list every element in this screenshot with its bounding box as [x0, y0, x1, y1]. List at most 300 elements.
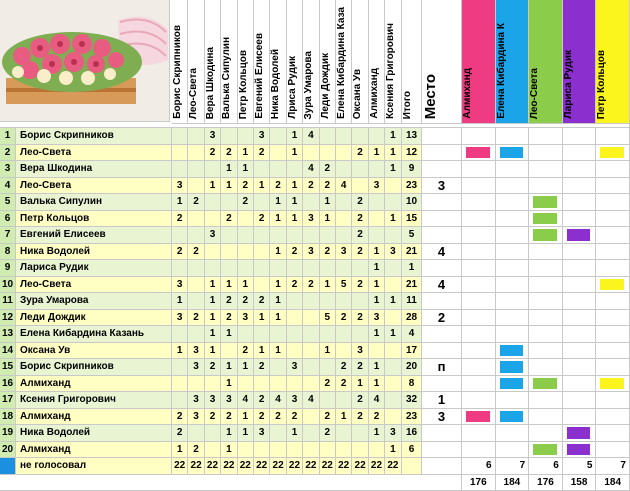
candidate-mark-cell[interactable]	[563, 293, 597, 310]
vote-cell[interactable]	[238, 326, 254, 343]
not-voted-label[interactable]: не голосовал	[16, 458, 172, 475]
vote-cell[interactable]	[336, 260, 352, 277]
vote-cell[interactable]: 3	[352, 343, 368, 360]
vote-cell[interactable]: 1	[221, 376, 237, 393]
vote-cell[interactable]	[303, 293, 319, 310]
score-sum-cell[interactable]: 184	[596, 475, 630, 491]
column-header-voter[interactable]	[254, 0, 270, 124]
mark-count-cell[interactable]: 6	[462, 458, 496, 475]
vote-cell[interactable]	[254, 227, 270, 244]
vote-cell[interactable]	[385, 359, 401, 376]
vote-cell[interactable]: 1	[254, 343, 270, 360]
vote-cell[interactable]	[205, 425, 221, 442]
vote-cell[interactable]: 1	[238, 277, 254, 294]
vote-cell[interactable]	[270, 161, 286, 178]
vote-cell[interactable]: 4	[303, 128, 319, 145]
vote-cell[interactable]	[172, 376, 188, 393]
place-cell[interactable]: 1	[422, 392, 462, 409]
vote-cell[interactable]	[320, 293, 336, 310]
not-voted-cell[interactable]: 22	[336, 458, 352, 475]
vote-cell[interactable]	[303, 227, 319, 244]
vote-cell[interactable]: 1	[254, 178, 270, 195]
place-cell[interactable]	[422, 161, 462, 178]
vote-cell[interactable]: 2	[303, 277, 319, 294]
candidate-mark-cell[interactable]	[596, 244, 630, 261]
place-cell[interactable]: 2	[422, 310, 462, 327]
vote-cell[interactable]: 1	[221, 359, 237, 376]
vote-cell[interactable]	[336, 128, 352, 145]
vote-cell[interactable]: 1	[221, 326, 237, 343]
candidate-mark-cell[interactable]	[462, 343, 496, 360]
entry-name[interactable]: Оксана Ув	[16, 343, 172, 360]
total-cell[interactable]: 32	[402, 392, 422, 409]
vote-cell[interactable]: 3	[188, 409, 204, 426]
vote-cell[interactable]: 1	[205, 343, 221, 360]
entry-name[interactable]: Лариса Рудик	[16, 260, 172, 277]
vote-cell[interactable]: 3	[172, 277, 188, 294]
candidate-mark-cell[interactable]	[563, 343, 597, 360]
not-voted-cell[interactable]: 22	[385, 458, 401, 475]
vote-cell[interactable]	[254, 376, 270, 393]
vote-cell[interactable]	[303, 376, 319, 393]
vote-cell[interactable]: 1	[238, 409, 254, 426]
vote-cell[interactable]: 2	[336, 359, 352, 376]
not-voted-cell[interactable]: 22	[188, 458, 204, 475]
total-cell[interactable]: 17	[402, 343, 422, 360]
column-header-voter[interactable]	[320, 0, 336, 124]
vote-cell[interactable]	[254, 244, 270, 261]
vote-cell[interactable]: 1	[205, 310, 221, 327]
candidate-mark-cell[interactable]	[596, 293, 630, 310]
place-cell[interactable]: 4	[422, 244, 462, 261]
candidate-mark-cell[interactable]	[596, 442, 630, 459]
vote-cell[interactable]: 2	[352, 227, 368, 244]
candidate-mark-cell[interactable]	[496, 161, 530, 178]
total-cell[interactable]: 23	[402, 178, 422, 195]
place-cell[interactable]	[422, 211, 462, 228]
vote-cell[interactable]: 1	[287, 425, 303, 442]
vote-cell[interactable]: 1	[287, 211, 303, 228]
entry-name[interactable]: Зура Умарова	[16, 293, 172, 310]
vote-cell[interactable]: 1	[270, 211, 286, 228]
vote-cell[interactable]: 1	[385, 326, 401, 343]
entry-name[interactable]: Вера Шкодина	[16, 161, 172, 178]
vote-cell[interactable]: 2	[172, 409, 188, 426]
candidate-mark-cell[interactable]	[563, 178, 597, 195]
total-cell[interactable]: 20	[402, 359, 422, 376]
candidate-mark-cell[interactable]	[529, 442, 563, 459]
candidate-mark-cell[interactable]	[563, 128, 597, 145]
vote-cell[interactable]: 4	[369, 392, 385, 409]
total-cell[interactable]: 23	[402, 409, 422, 426]
vote-cell[interactable]: 1	[385, 293, 401, 310]
total-cell[interactable]: 6	[402, 442, 422, 459]
place-cell[interactable]	[422, 425, 462, 442]
candidate-mark-cell[interactable]	[596, 178, 630, 195]
column-header-place[interactable]	[422, 0, 462, 124]
vote-cell[interactable]	[205, 161, 221, 178]
vote-cell[interactable]: 1	[385, 442, 401, 459]
score-sum-cell[interactable]: 158	[563, 475, 597, 491]
candidate-mark-cell[interactable]	[462, 145, 496, 162]
vote-cell[interactable]: 3	[205, 128, 221, 145]
vote-cell[interactable]: 1	[369, 260, 385, 277]
column-header-voter[interactable]	[287, 0, 303, 124]
place-cell[interactable]	[422, 376, 462, 393]
candidate-mark-cell[interactable]	[462, 442, 496, 459]
total-cell[interactable]: 9	[402, 161, 422, 178]
mark-count-cell[interactable]: 7	[496, 458, 530, 475]
candidate-mark-cell[interactable]	[563, 376, 597, 393]
not-voted-cell[interactable]: 22	[303, 458, 319, 475]
place-cell[interactable]	[422, 194, 462, 211]
vote-cell[interactable]	[336, 161, 352, 178]
vote-cell[interactable]: 2	[352, 211, 368, 228]
vote-cell[interactable]: 3	[172, 310, 188, 327]
column-header-voter[interactable]	[188, 0, 204, 124]
candidate-mark-cell[interactable]	[462, 376, 496, 393]
candidate-mark-cell[interactable]	[563, 211, 597, 228]
vote-cell[interactable]	[385, 376, 401, 393]
vote-cell[interactable]: 1	[270, 194, 286, 211]
vote-cell[interactable]: 1	[270, 293, 286, 310]
vote-cell[interactable]	[320, 326, 336, 343]
candidate-mark-cell[interactable]	[462, 293, 496, 310]
candidate-mark-cell[interactable]	[596, 376, 630, 393]
vote-cell[interactable]	[188, 326, 204, 343]
vote-cell[interactable]	[336, 211, 352, 228]
column-header-candidate[interactable]	[462, 0, 496, 124]
place-cell[interactable]	[422, 293, 462, 310]
vote-cell[interactable]	[303, 194, 319, 211]
vote-cell[interactable]	[303, 359, 319, 376]
score-sum-cell[interactable]: 176	[462, 475, 496, 491]
vote-cell[interactable]: 2	[172, 244, 188, 261]
candidate-mark-cell[interactable]	[563, 425, 597, 442]
column-header-voter[interactable]	[221, 0, 237, 124]
vote-cell[interactable]	[188, 425, 204, 442]
vote-cell[interactable]	[287, 310, 303, 327]
vote-cell[interactable]	[205, 376, 221, 393]
candidate-mark-cell[interactable]	[496, 211, 530, 228]
candidate-mark-cell[interactable]	[496, 343, 530, 360]
vote-cell[interactable]: 2	[238, 194, 254, 211]
place-cell[interactable]	[422, 227, 462, 244]
vote-cell[interactable]: 1	[369, 293, 385, 310]
vote-cell[interactable]: 1	[385, 161, 401, 178]
total-cell[interactable]: 10	[402, 194, 422, 211]
candidate-mark-cell[interactable]	[529, 227, 563, 244]
vote-cell[interactable]: 3	[172, 178, 188, 195]
vote-cell[interactable]: 2	[188, 244, 204, 261]
vote-cell[interactable]	[320, 227, 336, 244]
candidate-mark-cell[interactable]	[529, 244, 563, 261]
vote-cell[interactable]: 2	[254, 211, 270, 228]
candidate-mark-cell[interactable]	[563, 409, 597, 426]
vote-cell[interactable]	[221, 260, 237, 277]
candidate-mark-cell[interactable]	[462, 277, 496, 294]
entry-name[interactable]: Лео-Света	[16, 178, 172, 195]
place-cell[interactable]: п	[422, 359, 462, 376]
candidate-mark-cell[interactable]	[462, 425, 496, 442]
vote-cell[interactable]	[205, 260, 221, 277]
vote-cell[interactable]	[369, 227, 385, 244]
vote-cell[interactable]	[254, 326, 270, 343]
vote-cell[interactable]: 2	[369, 409, 385, 426]
vote-cell[interactable]	[385, 227, 401, 244]
vote-cell[interactable]: 1	[336, 409, 352, 426]
score-sum-cell[interactable]: 176	[529, 475, 563, 491]
vote-cell[interactable]	[336, 343, 352, 360]
candidate-mark-cell[interactable]	[563, 194, 597, 211]
vote-cell[interactable]	[336, 293, 352, 310]
vote-cell[interactable]	[172, 145, 188, 162]
vote-cell[interactable]: 1	[172, 442, 188, 459]
vote-cell[interactable]	[172, 260, 188, 277]
candidate-mark-cell[interactable]	[496, 376, 530, 393]
vote-cell[interactable]: 4	[270, 392, 286, 409]
vote-cell[interactable]: 2	[188, 442, 204, 459]
entry-name[interactable]: Лео-Света	[16, 277, 172, 294]
column-header-voter[interactable]	[369, 0, 385, 124]
vote-cell[interactable]: 2	[336, 376, 352, 393]
candidate-mark-cell[interactable]	[529, 145, 563, 162]
vote-cell[interactable]: 2	[320, 409, 336, 426]
total-cell[interactable]: 5	[402, 227, 422, 244]
entry-name[interactable]: Евгений Елисеев	[16, 227, 172, 244]
vote-cell[interactable]: 3	[369, 178, 385, 195]
vote-cell[interactable]: 2	[221, 145, 237, 162]
candidate-mark-cell[interactable]	[596, 161, 630, 178]
entry-name[interactable]: Борис Скрипников	[16, 128, 172, 145]
vote-cell[interactable]: 3	[254, 128, 270, 145]
vote-cell[interactable]	[320, 359, 336, 376]
entry-name[interactable]: Ника Водолей	[16, 244, 172, 261]
entry-name[interactable]: Алмиханд	[16, 376, 172, 393]
candidate-mark-cell[interactable]	[563, 145, 597, 162]
vote-cell[interactable]: 2	[287, 409, 303, 426]
candidate-mark-cell[interactable]	[496, 409, 530, 426]
column-header-total[interactable]	[402, 0, 422, 124]
vote-cell[interactable]	[270, 260, 286, 277]
vote-cell[interactable]: 4	[303, 161, 319, 178]
vote-cell[interactable]	[287, 326, 303, 343]
vote-cell[interactable]: 1	[221, 425, 237, 442]
vote-cell[interactable]: 1	[238, 359, 254, 376]
candidate-mark-cell[interactable]	[529, 326, 563, 343]
candidate-mark-cell[interactable]	[496, 392, 530, 409]
not-voted-cell[interactable]: 22	[238, 458, 254, 475]
candidate-mark-cell[interactable]	[596, 277, 630, 294]
vote-cell[interactable]	[369, 442, 385, 459]
vote-cell[interactable]: 1	[221, 161, 237, 178]
vote-cell[interactable]: 1	[320, 194, 336, 211]
vote-cell[interactable]	[270, 145, 286, 162]
total-cell[interactable]: 1	[402, 260, 422, 277]
vote-cell[interactable]	[287, 260, 303, 277]
vote-cell[interactable]: 5	[320, 310, 336, 327]
candidate-mark-cell[interactable]	[596, 326, 630, 343]
vote-cell[interactable]	[385, 178, 401, 195]
vote-cell[interactable]	[270, 326, 286, 343]
vote-cell[interactable]	[205, 194, 221, 211]
column-header-candidate[interactable]	[563, 0, 597, 124]
vote-cell[interactable]: 2	[254, 392, 270, 409]
candidate-mark-cell[interactable]	[596, 194, 630, 211]
candidate-mark-cell[interactable]	[563, 326, 597, 343]
vote-cell[interactable]: 4	[238, 392, 254, 409]
vote-cell[interactable]: 2	[238, 343, 254, 360]
candidate-mark-cell[interactable]	[462, 359, 496, 376]
vote-cell[interactable]: 1	[205, 293, 221, 310]
place-cell[interactable]	[422, 343, 462, 360]
vote-cell[interactable]: 2	[352, 194, 368, 211]
candidate-mark-cell[interactable]	[462, 310, 496, 327]
vote-cell[interactable]	[172, 326, 188, 343]
vote-cell[interactable]: 1	[270, 244, 286, 261]
vote-cell[interactable]: 2	[270, 178, 286, 195]
candidate-mark-cell[interactable]	[596, 227, 630, 244]
vote-cell[interactable]: 1	[369, 244, 385, 261]
vote-cell[interactable]	[303, 442, 319, 459]
vote-cell[interactable]	[303, 343, 319, 360]
candidate-mark-cell[interactable]	[596, 211, 630, 228]
candidate-mark-cell[interactable]	[596, 145, 630, 162]
vote-cell[interactable]	[254, 277, 270, 294]
vote-cell[interactable]	[205, 244, 221, 261]
vote-cell[interactable]	[172, 227, 188, 244]
vote-cell[interactable]: 2	[221, 409, 237, 426]
place-cell[interactable]: 3	[422, 409, 462, 426]
candidate-mark-cell[interactable]	[563, 277, 597, 294]
vote-cell[interactable]	[369, 161, 385, 178]
entry-name[interactable]: Алмиханд	[16, 409, 172, 426]
vote-cell[interactable]: 2	[270, 409, 286, 426]
candidate-mark-cell[interactable]	[596, 425, 630, 442]
vote-cell[interactable]: 2	[352, 359, 368, 376]
vote-cell[interactable]: 2	[188, 194, 204, 211]
not-voted-cell[interactable]: 22	[254, 458, 270, 475]
vote-cell[interactable]: 1	[238, 425, 254, 442]
place-cell[interactable]: 3	[422, 178, 462, 195]
vote-cell[interactable]	[320, 145, 336, 162]
column-header-voter[interactable]	[303, 0, 319, 124]
vote-cell[interactable]	[221, 194, 237, 211]
column-header-voter[interactable]	[336, 0, 352, 124]
place-cell[interactable]	[422, 145, 462, 162]
vote-cell[interactable]: 1	[172, 343, 188, 360]
candidate-mark-cell[interactable]	[596, 392, 630, 409]
candidate-mark-cell[interactable]	[529, 128, 563, 145]
vote-cell[interactable]	[238, 227, 254, 244]
vote-cell[interactable]	[188, 293, 204, 310]
footer-place-cell[interactable]	[422, 458, 462, 475]
vote-cell[interactable]	[238, 244, 254, 261]
total-cell[interactable]: 4	[402, 326, 422, 343]
vote-cell[interactable]	[385, 392, 401, 409]
vote-cell[interactable]: 3	[336, 244, 352, 261]
vote-cell[interactable]: 3	[287, 392, 303, 409]
column-header-candidate[interactable]	[596, 0, 630, 124]
vote-cell[interactable]	[336, 392, 352, 409]
column-header-voter[interactable]	[270, 0, 286, 124]
vote-cell[interactable]	[188, 211, 204, 228]
vote-cell[interactable]	[352, 326, 368, 343]
candidate-mark-cell[interactable]	[596, 343, 630, 360]
vote-cell[interactable]	[369, 211, 385, 228]
vote-cell[interactable]	[172, 128, 188, 145]
vote-cell[interactable]: 2	[205, 359, 221, 376]
candidate-mark-cell[interactable]	[563, 442, 597, 459]
total-cell[interactable]: 15	[402, 211, 422, 228]
vote-cell[interactable]: 1	[254, 310, 270, 327]
vote-cell[interactable]	[303, 409, 319, 426]
vote-cell[interactable]	[336, 425, 352, 442]
vote-cell[interactable]	[254, 161, 270, 178]
candidate-mark-cell[interactable]	[462, 244, 496, 261]
candidate-mark-cell[interactable]	[496, 277, 530, 294]
candidate-mark-cell[interactable]	[462, 392, 496, 409]
vote-cell[interactable]: 1	[205, 326, 221, 343]
candidate-mark-cell[interactable]	[496, 310, 530, 327]
vote-cell[interactable]: 1	[172, 293, 188, 310]
vote-cell[interactable]	[238, 128, 254, 145]
vote-cell[interactable]	[369, 194, 385, 211]
vote-cell[interactable]	[320, 260, 336, 277]
vote-cell[interactable]	[221, 227, 237, 244]
vote-cell[interactable]: 1	[385, 128, 401, 145]
vote-cell[interactable]: 2	[303, 178, 319, 195]
vote-cell[interactable]	[188, 260, 204, 277]
vote-cell[interactable]: 2	[188, 310, 204, 327]
vote-cell[interactable]: 2	[172, 211, 188, 228]
vote-cell[interactable]	[270, 128, 286, 145]
candidate-mark-cell[interactable]	[462, 161, 496, 178]
vote-cell[interactable]: 3	[238, 310, 254, 327]
vote-cell[interactable]: 3	[369, 310, 385, 327]
vote-cell[interactable]: 1	[352, 376, 368, 393]
candidate-mark-cell[interactable]	[529, 178, 563, 195]
footer-total-cell[interactable]	[402, 458, 422, 475]
candidate-mark-cell[interactable]	[496, 359, 530, 376]
vote-cell[interactable]: 2	[205, 145, 221, 162]
vote-cell[interactable]	[172, 359, 188, 376]
vote-cell[interactable]	[385, 343, 401, 360]
entry-name[interactable]: Елена Кибардина Казань	[16, 326, 172, 343]
candidate-mark-cell[interactable]	[596, 128, 630, 145]
vote-cell[interactable]: 1	[287, 128, 303, 145]
entry-name[interactable]: Лео-Света	[16, 145, 172, 162]
entry-name[interactable]: Петр Кольцов	[16, 211, 172, 228]
candidate-mark-cell[interactable]	[529, 310, 563, 327]
vote-cell[interactable]	[188, 227, 204, 244]
vote-cell[interactable]: 1	[221, 277, 237, 294]
vote-cell[interactable]: 1	[369, 277, 385, 294]
vote-cell[interactable]: 2	[320, 425, 336, 442]
vote-cell[interactable]	[352, 425, 368, 442]
vote-cell[interactable]	[352, 442, 368, 459]
vote-cell[interactable]: 1	[287, 145, 303, 162]
vote-cell[interactable]	[352, 260, 368, 277]
vote-cell[interactable]: 2	[221, 293, 237, 310]
vote-cell[interactable]: 1	[320, 277, 336, 294]
candidate-mark-cell[interactable]	[529, 211, 563, 228]
total-cell[interactable]: 12	[402, 145, 422, 162]
vote-cell[interactable]	[254, 442, 270, 459]
vote-cell[interactable]	[303, 310, 319, 327]
vote-cell[interactable]: 1	[287, 194, 303, 211]
candidate-mark-cell[interactable]	[462, 409, 496, 426]
